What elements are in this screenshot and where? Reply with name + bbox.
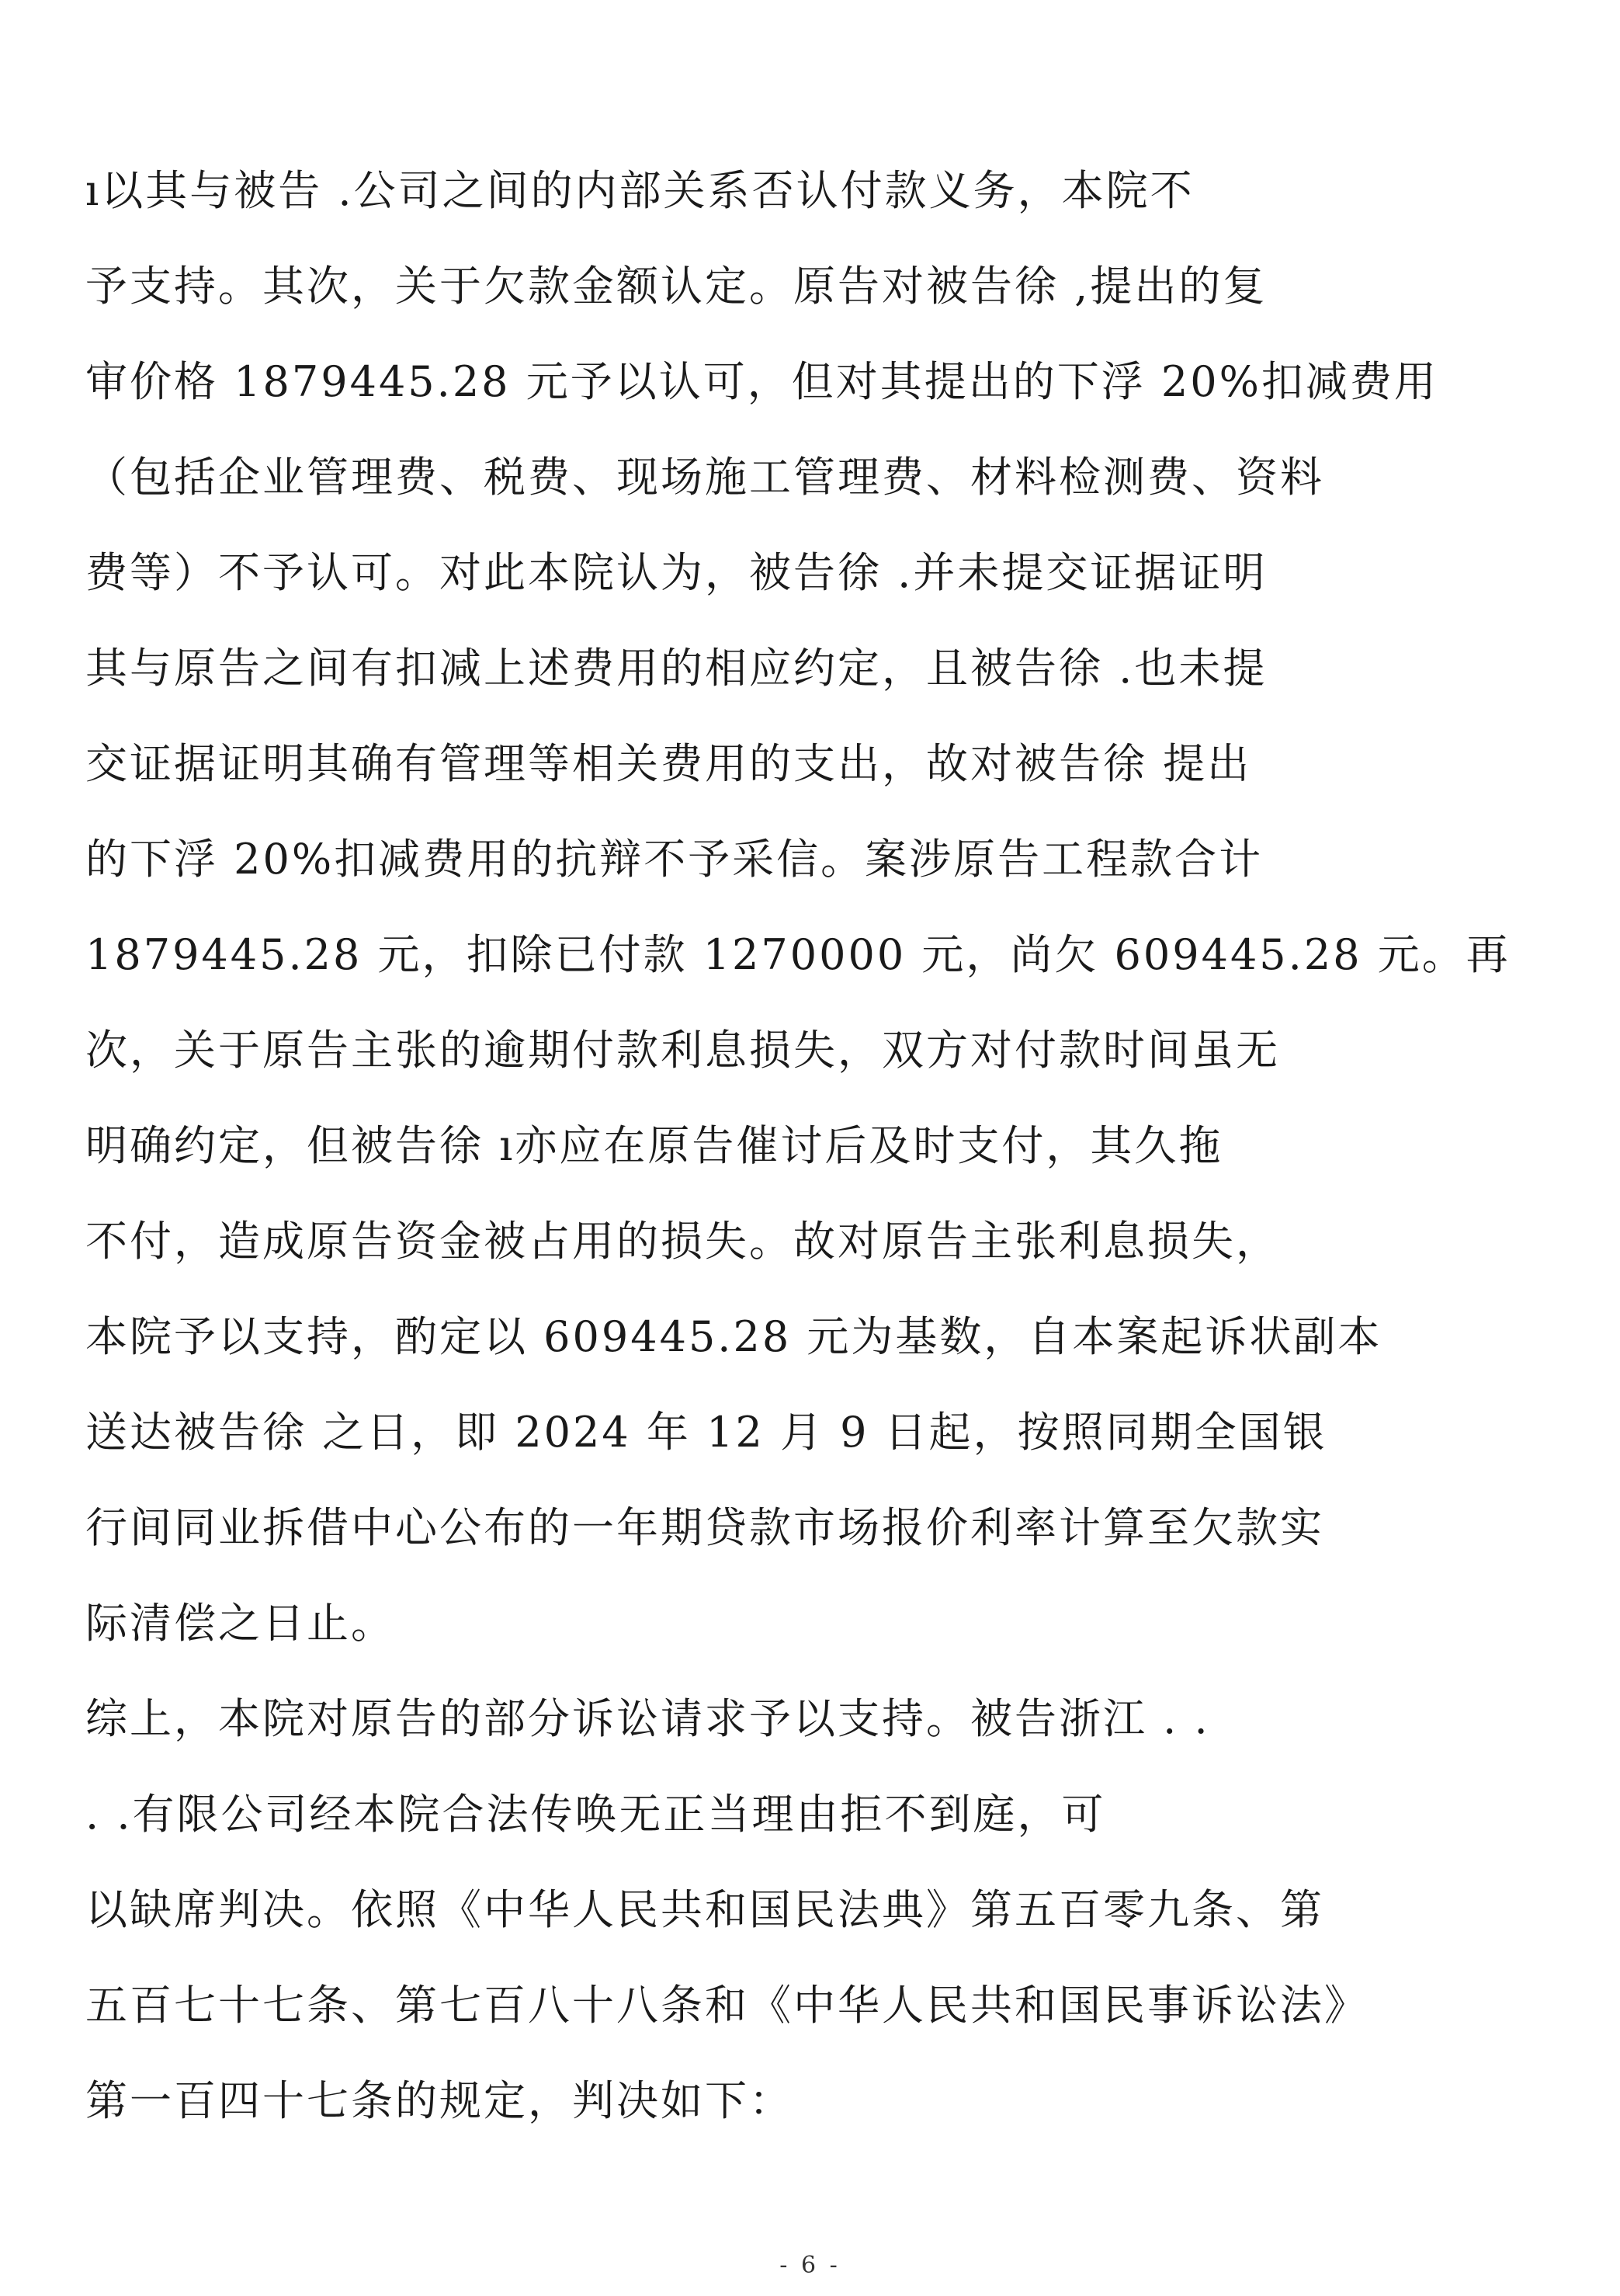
text-line: 交证据证明其确有管理等相关费用的支出，故对被告徐 提出	[85, 739, 1252, 788]
text-line: 送达被告徐 之日，即 2024 年 12 月 9 日起，按照同期全国银	[85, 1408, 1327, 1457]
text-line: 明确约定，但被告徐 ı亦应在原告催讨后及时支付，其久拖	[85, 1121, 1223, 1170]
text-line: 第一百四十七条的规定，判决如下：	[85, 2076, 793, 2125]
text-line: 以缺席判决。依照《中华人民共和国民法典》第五百零九条、第	[85, 1885, 1324, 1934]
text-line: 费等）不予认可。对此本院认为，被告徐 .并未提交证据证明	[85, 548, 1268, 597]
text-line: 五百七十七条、第七百八十八条和《中华人民共和国民事诉讼法》	[85, 1981, 1369, 2030]
text-line: 本院予以支持，酌定以 609445.28 元为基数，自本案起诉状副本	[85, 1312, 1382, 1361]
text-line: 审价格 1879445.28 元予以认可，但对其提出的下浮 20%扣减费用	[85, 357, 1438, 406]
text-line: . .有限公司经本院合法传唤无正当理由拒不到庭，可	[85, 1790, 1106, 1839]
page-number: - 6 -	[779, 2252, 841, 2279]
text-line: 不付，造成原告资金被占用的损失。故对原告主张利息损失，	[85, 1217, 1280, 1266]
text-line: 的下浮 20%扣减费用的抗辩不予采信。案涉原告工程款合计	[85, 835, 1264, 884]
text-line: 行间同业拆借中心公布的一年期贷款市场报价利率计算至欠款实	[85, 1503, 1324, 1552]
text-line: 予支持。其次，关于欠款金额认定。原告对被告徐 ,提出的复	[85, 262, 1268, 311]
text-line: 次，关于原告主张的逾期付款利息损失，双方对付款时间虽无	[85, 1026, 1280, 1075]
text-line: 综上，本院对原告的部分诉讼请求予以支持。被告浙江 . .	[85, 1694, 1210, 1743]
text-line: 际清偿之日止。	[85, 1599, 395, 1648]
text-line: 1879445.28 元，扣除已付款 1270000 元，尚欠 609445.28 元。再	[85, 930, 1511, 979]
text-line: ı以其与被告 .公司之间的内部关系否认付款义务，本院不	[85, 166, 1195, 215]
text-line: （包括企业管理费、税费、现场施工管理费、材料检测费、资料	[85, 453, 1324, 502]
text-line: 其与原告之间有扣减上述费用的相应约定，且被告徐 .也未提	[85, 644, 1268, 693]
